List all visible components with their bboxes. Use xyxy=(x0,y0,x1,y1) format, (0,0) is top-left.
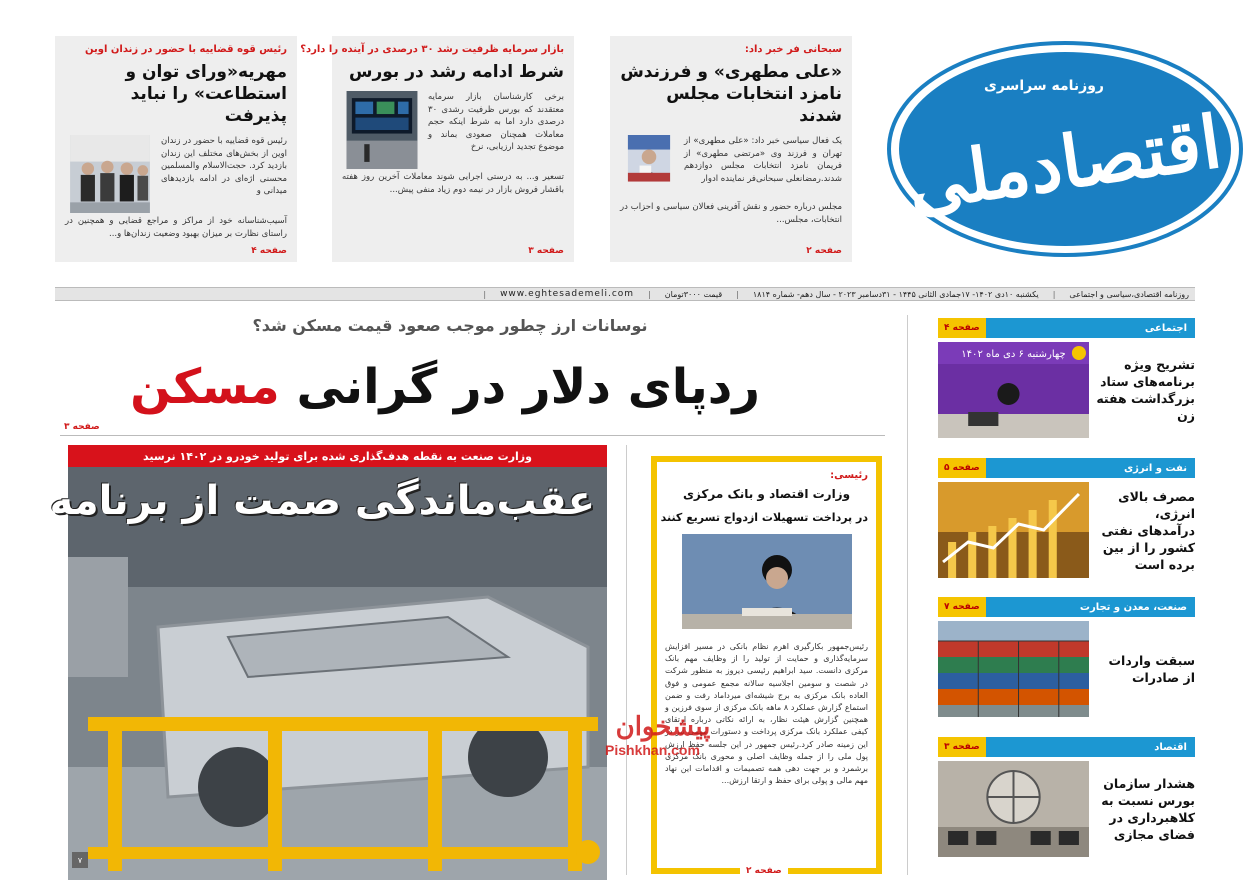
story-text-bottom: مجلس درباره حضور و نقش آفرینی فعالان سیاسی و احزاب در انتخابات، مجلس... xyxy=(620,202,842,225)
sidebar-photo xyxy=(938,761,1089,857)
headline-text: ردپای دلار در گرانی xyxy=(279,359,760,415)
industry-headline[interactable]: عقب‌ماندگی صمت از برنامه xyxy=(49,478,595,524)
story-text: رئیس قوه قضاییه با حضور در زندان اوین از بخش‌های مختلف این زندان بازدید کرد. حجت‌الاسلام والمسلمین محسنی اژه‌ای در ادامه بازدیدهای میدانی و xyxy=(160,136,287,196)
story-photo xyxy=(65,135,155,213)
divider: | xyxy=(736,289,739,299)
issue-info-bar xyxy=(55,287,1195,301)
divider xyxy=(907,315,908,875)
website-link[interactable]: www.eghtesademeli.com xyxy=(500,289,635,299)
story-kicker: بازار سرمایه ظرفیت رشد ۳۰ درصدی در آینده را دارد؟ xyxy=(300,44,564,55)
divider: | xyxy=(483,289,487,299)
president-story[interactable] xyxy=(651,456,882,874)
page-number-badge: ۷ xyxy=(72,852,88,868)
story-title[interactable]: «علی مطهری» و فرزندش نامزد انتخابات مجلس شدند xyxy=(620,62,842,126)
headline-page[interactable]: صفحه ۳ xyxy=(64,422,100,432)
section-header xyxy=(938,737,1195,757)
top-story-mottahari[interactable] xyxy=(610,36,852,262)
industry-bar[interactable]: وزارت صنعت به نقطه هدف‌گذاری شده برای تولید خودرو در ۱۴۰۲ نرسید xyxy=(68,445,607,467)
section-header xyxy=(938,597,1195,617)
sidebar-headline[interactable]: سبقت واردات از صادرات xyxy=(1108,653,1195,685)
svg-text:اقتصادملی: اقتصادملی xyxy=(902,98,1227,227)
car-factory-photo xyxy=(49,467,607,880)
section-page[interactable]: صفحه ۵ xyxy=(938,458,986,478)
story-kicker: رئیسی: xyxy=(830,470,868,481)
story-text-bottom: آسیب‌شناسانه خود از مراکز و مراجع قضایی و همچنین در راستای نظارت بر میزان بهبود وضعیت زندان‌ها و... xyxy=(65,216,287,239)
sidebar-photo xyxy=(938,342,1089,438)
section-name: صنعت، معدن و تجارت xyxy=(1079,601,1187,613)
story-text: رئیس‌جمهور بکارگیری اهرم نظام بانکی در مسیر افزایش سرمایه‌گذاری و حمایت از تولید را از وظایف مهم بانک مرکزی دانست. سید ابراهیم رئیسی دیروز به منظور شرکت در شصت و سومین اجلاسیه سالانه مجمع عمومی و فوق العاده بانک مرکزی به برج شیشه‌ای میرداماد رفت و ضمن استماع گزارش عملکرد ۸ ماهه بانک مرکزی از سوی فرزین و همچنین گزارش هیئت نظار، به ارائه نکاتی درباره ارتقای کیفی عملکرد بانک مرکزی پرداخت و دستورات مهمی نیز در این زمینه صادر کرد.رئیس جمهور در این جلسه حفظ ارزش پول ملی را از جمله وظایف اصلی و محوری بانک مرکزی برشمرد و بر جهت دهی همه تصمیمات و اقدامات این نهاد مهم مالی و پولی برای حفظ و ارتقا ارزش... xyxy=(665,642,868,786)
top-story-judiciary[interactable] xyxy=(55,36,297,262)
story-page[interactable]: صفحه ۲ xyxy=(740,866,788,876)
divider: | xyxy=(1052,289,1056,299)
sidebar-photo xyxy=(938,621,1089,717)
section-name: اقتصاد xyxy=(1154,741,1187,753)
story-title[interactable]: شرط ادامه رشد در بورس xyxy=(349,62,564,82)
section-page[interactable]: صفحه ۷ xyxy=(938,597,986,617)
story-text: برخی کارشناسان بازار سرمایه معتقدند که بورس ظرفیت رشدی ۳۰ درصدی دارد اما به شرط اینکه حجم معاملات همچنان صعودی بماند و موضوع تجدید ارزیابی، نرخ xyxy=(428,92,564,152)
sidebar-item-energy[interactable] xyxy=(938,458,1195,578)
masthead-logo xyxy=(884,38,1247,260)
story-photo xyxy=(342,91,422,169)
divider: | xyxy=(648,289,651,299)
story-page[interactable]: صفحه ۳ xyxy=(528,246,564,256)
story-title-line1[interactable]: وزارت اقتصاد و بانک مرکزی xyxy=(682,487,851,501)
story-page[interactable]: صفحه ۲ xyxy=(806,246,842,256)
sidebar-headline[interactable]: هشدار سازمان بورس نسبت به کلاهبرداری در فضای مجازی xyxy=(1101,776,1195,842)
story-text-bottom: تسعیر و... به درستی اجرایی شوند معاملات آخرین روز هفته باقشار فروش بازار در نیمه دوم زیاد منفی پیش... xyxy=(342,172,564,195)
main-headline[interactable] xyxy=(130,352,760,422)
svg-text:روزنامه سراسری: روزنامه سراسری xyxy=(984,78,1104,94)
sidebar-headline[interactable]: تشریح ویژه برنامه‌های ستاد بزرگداشت هفته زن xyxy=(1096,357,1195,423)
sidebar-item-economy[interactable] xyxy=(938,737,1195,857)
story-kicker: سبحانی فر خبر داد: xyxy=(744,44,842,55)
section-name: نفت و انرژی xyxy=(1123,462,1187,474)
headline-highlight: مسکن xyxy=(130,359,280,415)
watermark-en: Pishkhan.com xyxy=(605,742,700,758)
story-kicker: رئیس قوه قضاییه با حضور در زندان اوین xyxy=(84,44,287,55)
divider xyxy=(626,445,627,875)
sidebar-photo xyxy=(938,482,1089,578)
section-header xyxy=(938,458,1195,478)
story-page[interactable]: صفحه ۴ xyxy=(251,246,287,256)
president-photo xyxy=(682,534,852,629)
story-photo xyxy=(620,135,678,199)
paper-description: روزنامه اقتصادی،سیاسی و اجتماعی xyxy=(1069,289,1189,299)
issue-date: یکشنبه ۱۰دی ۱۴۰۲- ۱۷جمادی الثانی ۱۴۴۵ - ۳۱دسامبر ۲۰۲۳ - سال دهم- شماره ۱۸۱۴ xyxy=(752,289,1039,299)
section-header xyxy=(938,318,1195,338)
sidebar-headline[interactable]: مصرف بالای انرژی، درآمدهای نفتی کشور را از بین برده است xyxy=(1101,488,1195,572)
watermark-fa: پیشخوان xyxy=(615,712,711,742)
section-name: اجتماعی xyxy=(1144,322,1187,334)
divider xyxy=(60,435,885,436)
issue-price: قیمت ۳۰۰۰تومان xyxy=(664,289,723,299)
story-title-line2[interactable]: در پرداخت تسهیلات ازدواج تسریع کنند xyxy=(660,511,868,524)
top-story-bourse[interactable] xyxy=(300,36,574,262)
pishkhan-watermark xyxy=(598,700,728,770)
section-page[interactable]: صفحه ۳ xyxy=(938,737,986,757)
photo-caption: چهارشنبه ۶ دی ماه ۱۴۰۲ xyxy=(961,349,1066,360)
main-supertitle: نوسانات ارز چطور موجب صعود قیمت مسکن شد؟ xyxy=(252,316,648,335)
sidebar-item-trade[interactable] xyxy=(938,597,1195,717)
sidebar-item-social[interactable] xyxy=(938,318,1195,438)
story-title[interactable]: مهریه«ورای توان و استطاعت» را نباید پذیرفت xyxy=(125,62,287,126)
section-page[interactable]: صفحه ۴ xyxy=(938,318,986,338)
story-text: یک فعال سیاسی خبر داد: «علی مطهری» از تهران و فرزند وی «مرتضی مطهری» از فریمان نامزد انتخابات مجلس دوازدهم شدند.رمضانعلی سبحانی‌فر نماینده ادوار xyxy=(684,136,842,184)
